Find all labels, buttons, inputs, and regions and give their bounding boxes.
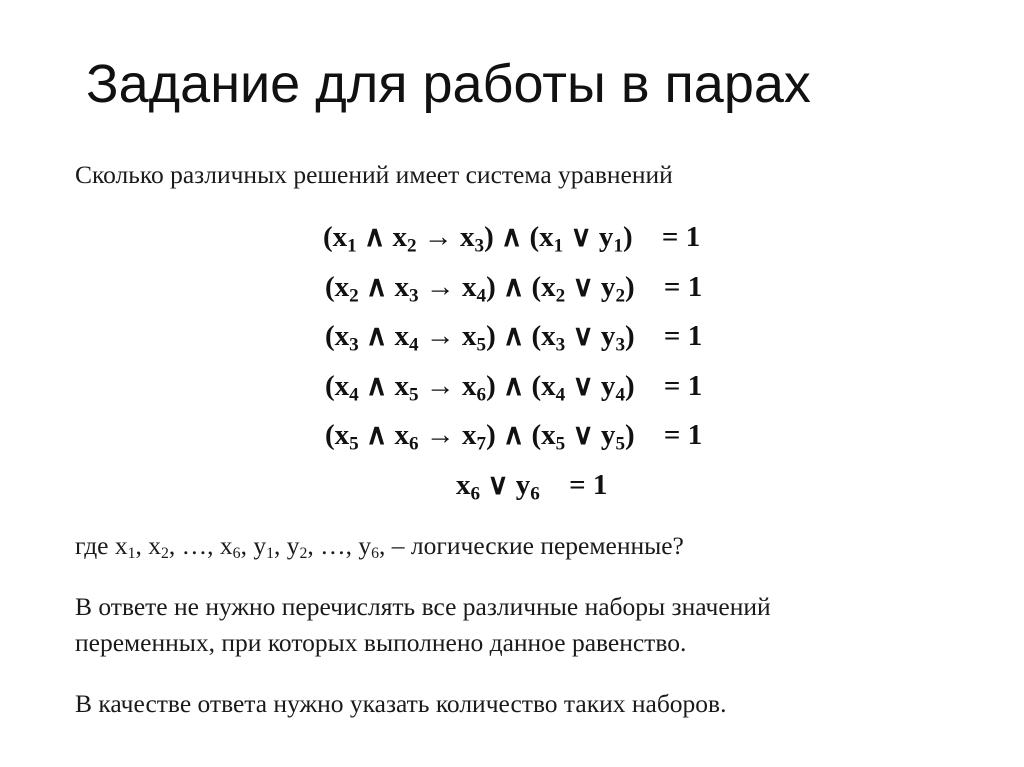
equation-rhs: = 1 (663, 320, 703, 352)
equation-line (0, 263, 1024, 313)
equation-rhs: = 1 (663, 369, 703, 402)
equation-line (0, 411, 1024, 461)
variables-note: где $x_1$, $x_2$, …, $x_6$, $y_1$, $y_2$, …, $y_6$, – логические переменные? (75, 531, 684, 562)
answer-note-line: переменных, при которых выполнено данное равенство. (75, 628, 687, 657)
equation-rhs: = 1 (663, 270, 703, 303)
equation-lhs: ($x_1$ ∧ $x_2 \to x_3$) ∧ ($x_1$ ∨ $y_1$) (323, 221, 633, 257)
equation-lhs: ($x_2$ ∧ $x_3 \to x_4$) ∧ ($x_2$ ∨ $y_2$) (325, 270, 635, 306)
equation-rhs: = 1 (661, 221, 701, 253)
equation-lhs: ($x_5$ ∧ $x_6 \to x_7$) ∧ ($x_5$ ∨ $y_5$) (325, 419, 635, 455)
equation-lhs: ($x_4$ ∧ $x_5 \to x_6$) ∧ ($x_4$ ∨ $y_4$) (325, 369, 635, 405)
equation-lhs: $x_6$ ∨ $y_6$ (456, 468, 540, 504)
equation-line (0, 213, 1024, 263)
answer-instruction: В качестве ответа нужно указать количество таких наборов. (75, 689, 727, 718)
equation-line (0, 461, 1024, 511)
equation-line (0, 362, 1024, 412)
question-text: Сколько различных решений имеет система уравнений (75, 160, 673, 189)
equation-lhs: ($x_3$ ∧ $x_4 \to x_5$) ∧ ($x_3$ ∨ $y_3$) (325, 320, 635, 356)
equation-rhs: = 1 (663, 419, 703, 451)
answer-note-paragraph (75, 589, 771, 661)
equation-line (0, 312, 1024, 362)
equation-system (0, 213, 1024, 510)
equation-rhs: = 1 (569, 468, 608, 501)
answer-note-line: В ответе не нужно перечислять все различные наборы значений (75, 592, 771, 621)
slide-title: Задание для работы в парах (86, 54, 811, 114)
